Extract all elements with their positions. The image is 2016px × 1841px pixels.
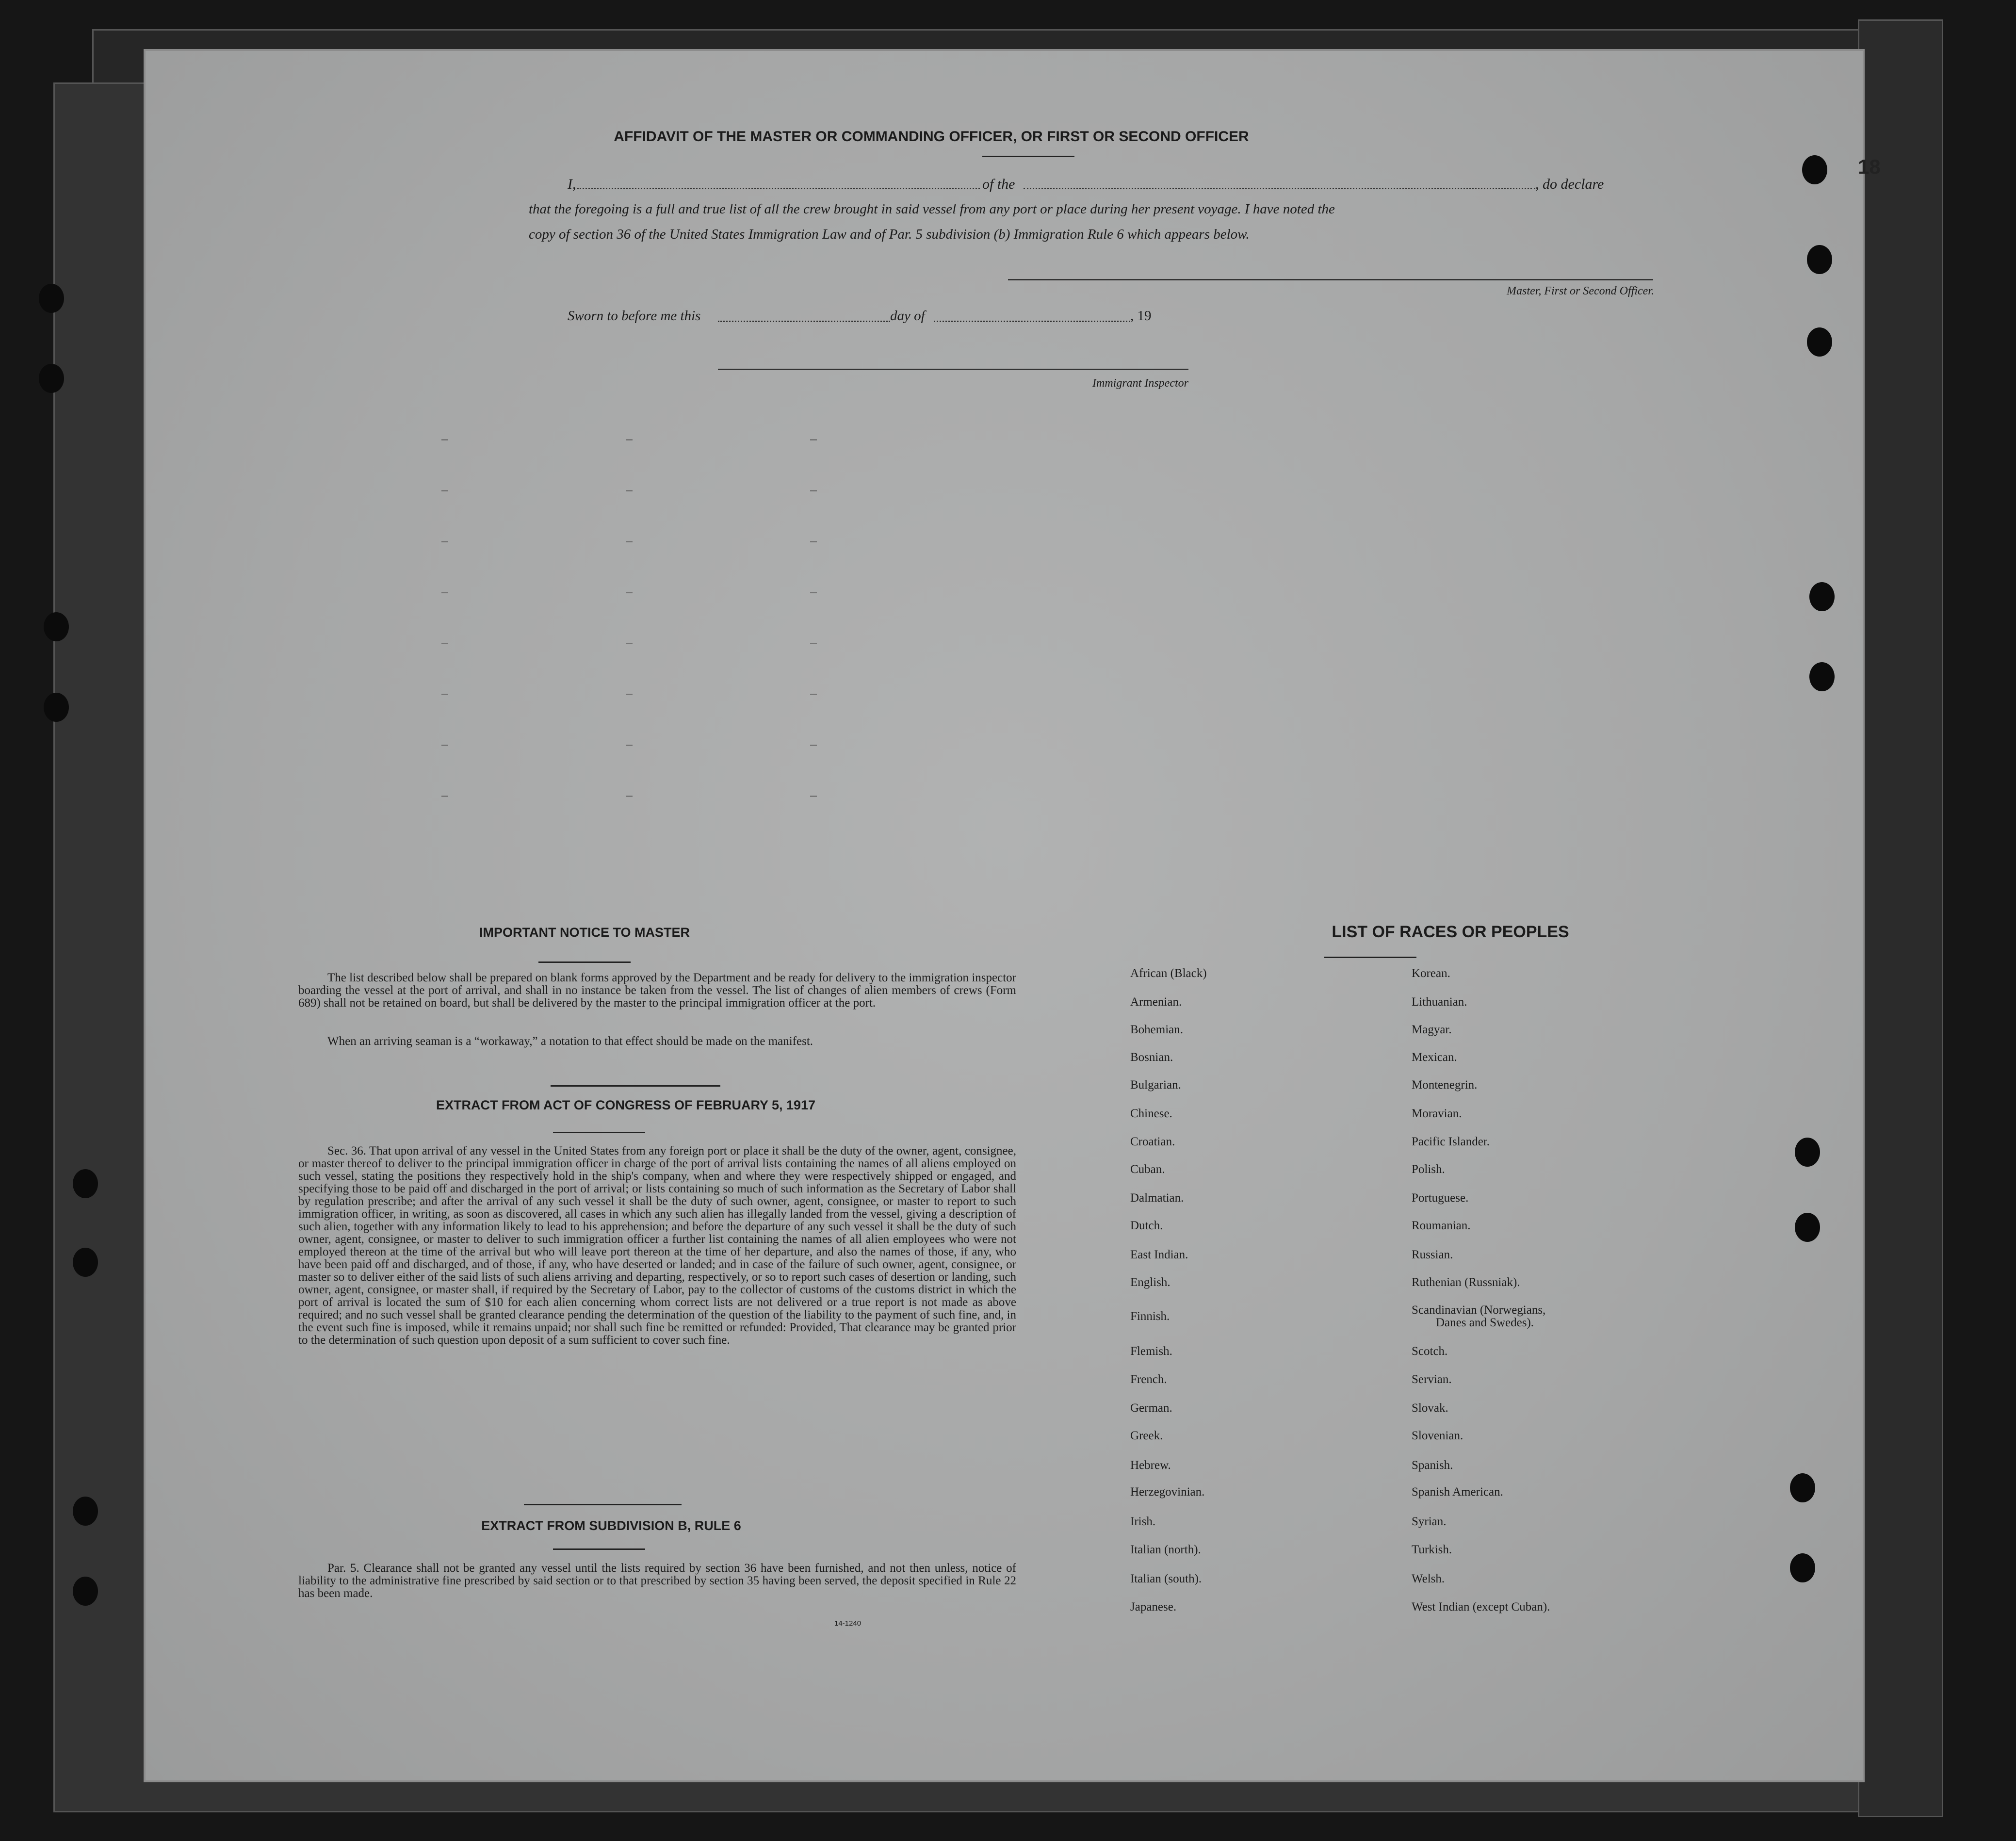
faint-dash	[441, 694, 448, 695]
faint-dash	[441, 439, 448, 440]
binder-hole	[1807, 327, 1832, 357]
faint-dash	[810, 592, 817, 593]
race-item: Korean.	[1412, 967, 1450, 980]
race-item: Lithuanian.	[1412, 995, 1467, 1009]
affidavit-line3: copy of section 36 of the United States Immigration Law and of Par. 5 subdivision (b) Immigration Rule 6 which appears below.	[529, 227, 1250, 242]
race-item: Hebrew.	[1130, 1459, 1171, 1472]
inspector-signature-line[interactable]	[718, 369, 1188, 370]
faint-dash	[810, 796, 817, 797]
faint-dash	[441, 745, 448, 746]
race-item: Magyar.	[1412, 1023, 1452, 1036]
race-item: Chinese.	[1130, 1107, 1172, 1120]
race-item: West Indian (except Cuban).	[1412, 1600, 1550, 1613]
faint-dash	[810, 490, 817, 491]
extract-act-title: EXTRACT FROM ACT OF CONGRESS OF FEBRUARY 5, 1917	[436, 1098, 816, 1112]
race-item: Dalmatian.	[1130, 1191, 1184, 1205]
race-item-continuation: Danes and Swedes).	[1436, 1316, 1534, 1329]
sworn-end: , 19	[1130, 308, 1152, 324]
race-item: Japanese.	[1130, 1600, 1177, 1613]
race-item: German.	[1130, 1401, 1172, 1415]
faint-dash	[810, 694, 817, 695]
binder-hole	[44, 612, 69, 641]
affidavit-name-field[interactable]	[577, 188, 980, 189]
affidavit-vessel-field[interactable]	[1024, 188, 1535, 189]
race-item: Welsh.	[1412, 1572, 1445, 1585]
race-item: Ruthenian (Russniak).	[1412, 1276, 1520, 1289]
race-item: Italian (north).	[1130, 1543, 1201, 1556]
binder-hole	[1809, 662, 1835, 691]
corner-mark: 18	[1858, 155, 1881, 178]
race-item: French.	[1130, 1373, 1167, 1386]
race-item: Roumanian.	[1412, 1219, 1471, 1232]
sworn-mid: day of	[890, 308, 925, 324]
race-item: Russian.	[1412, 1248, 1453, 1261]
sworn-month-field[interactable]	[934, 321, 1130, 322]
faint-dash	[441, 643, 448, 644]
extract-rule-title-rule	[553, 1548, 645, 1550]
extract-rule-title: EXTRACT FROM SUBDIVISION B, RULE 6	[481, 1518, 741, 1533]
faint-dash	[810, 439, 817, 440]
race-item: Greek.	[1130, 1429, 1163, 1442]
form-number: 14-1240	[834, 1619, 862, 1628]
race-item: Dutch.	[1130, 1219, 1163, 1232]
extract-rule-text: Par. 5. Clearance shall not be granted any vessel until the lists required by section 36 have been furnished, and not then unless, notice of liability to the administrative fine prescribed by said section or to that prescribed by section 35 having been served, the deposit specified in Rule 22 has been made.	[298, 1562, 1016, 1600]
faint-dash	[810, 541, 817, 542]
master-signature-label: Master, First or Second Officer.	[1507, 285, 1654, 297]
notice-title-rule	[538, 961, 631, 963]
race-item: Spanish.	[1412, 1459, 1453, 1472]
race-item: Montenegrin.	[1412, 1078, 1478, 1092]
binder-hole	[1802, 155, 1827, 184]
faint-dash	[626, 541, 633, 542]
race-item: Flemish.	[1130, 1345, 1172, 1358]
race-item: Finnish.	[1130, 1310, 1170, 1323]
faint-dash	[441, 490, 448, 491]
binder-hole	[1807, 245, 1832, 274]
faint-dash	[626, 694, 633, 695]
notice-para1: The list described below shall be prepared on blank forms approved by the Department and be ready for delivery to the immigration inspector boarding the vessel at the port of arrival, and shall in no instance be taken from the vessel. The list of changes of alien members of crews (Form 689) shall not be retained on board, but shall be delivered by the master to the principal immigration officer at the port.	[298, 971, 1016, 1010]
race-item: Slovak.	[1412, 1401, 1448, 1415]
binder-hole	[44, 693, 69, 722]
faint-dash	[626, 592, 633, 593]
master-signature-line[interactable]	[1008, 279, 1653, 280]
binder-hole	[1790, 1553, 1815, 1582]
race-item: Moravian.	[1412, 1107, 1462, 1120]
binder-hole	[73, 1248, 98, 1277]
faint-dash	[441, 541, 448, 542]
race-item: Bulgarian.	[1130, 1078, 1181, 1092]
race-item: Servian.	[1412, 1373, 1452, 1386]
race-item: Croatian.	[1130, 1135, 1175, 1148]
race-item: Spanish American.	[1412, 1485, 1503, 1499]
race-item: Armenian.	[1130, 995, 1182, 1009]
race-item: Syrian.	[1412, 1515, 1447, 1528]
race-item: Pacific Islander.	[1412, 1135, 1490, 1148]
race-item: Polish.	[1412, 1163, 1445, 1176]
faint-dash	[626, 490, 633, 491]
race-item: African (Black)	[1130, 967, 1207, 980]
race-item: Bosnian.	[1130, 1051, 1173, 1064]
race-item: Mexican.	[1412, 1051, 1457, 1064]
race-item: Italian (south).	[1130, 1572, 1202, 1585]
binder-hole	[73, 1577, 98, 1606]
faint-dash	[441, 796, 448, 797]
race-item: Portuguese.	[1412, 1191, 1469, 1205]
races-title: LIST OF RACES OR PEOPLES	[1332, 923, 1569, 941]
notice-para2: When an arriving seaman is a “workaway,” a notation to that effect should be made on the manifest.	[327, 1035, 813, 1048]
extract-act-text: Sec. 36. That upon arrival of any vessel in the United States from any foreign port or place it shall be the duty of the owner, agent, consignee, or master thereof to deliver to the principal immigration officer in charge of the port of arrival lists containing the names of all aliens employed on such vessel, stating the positions they respectively hold in the ship's company, when and where they were respectively shipped or engaged, and specifying those to be paid off and discharged in the port of arrival; or lists containing so much of such information as the Secretary of Labor shall by regulation prescribe; and after the arrival of any such vessel it shall be the duty of such owner, agent, consignee, or master to report to such immigration officer, in writing, as soon as discovered, all cases in which any such alien has illegally landed from the vessel, giving a description of such alien, together with any information likely to lead to his apprehension; and before the departure of any such vessel it shall be the duty of such owner, agent, consignee, or master to deliver to such immigration officer a further list containing the names of all alien employees who were not employed thereon at the time of the arrival but who will leave port thereon at the time of her departure, and also the names of those, if any, who have been paid off and discharged, and of those, if any, who have deserted or landed; and in case of the failure of such owner, agent, consignee, or master so to deliver either of the said lists of such aliens arriving and departing, respectively, or so to report such cases of desertion or landing, such owner, agent, consignee, or master shall, if required by the Secretary of Labor, pay to the collector of customs of the customs district in which the port of arrival is located the sum of $10 for each alien concerning whom correct lists are not delivered or a true report is not made as above required; and no such vessel shall be granted clearance pending the determination of the question of the liability to the payment of such fine, and, in the event such fine is imposed, while it remains unpaid; nor shall such fine be remitted or refunded: Provided, That clearance may be granted prior to the determination of such question upon deposit of a sum sufficient to cover such fine.	[298, 1144, 1016, 1347]
sworn-day-field[interactable]	[718, 321, 890, 322]
race-item: English.	[1130, 1276, 1171, 1289]
faint-dash	[810, 745, 817, 746]
sworn-start: Sworn to before me this	[568, 308, 701, 324]
races-title-rule	[1324, 957, 1416, 958]
race-item: Scotch.	[1412, 1345, 1448, 1358]
race-item: Irish.	[1130, 1515, 1156, 1528]
race-item: Cuban.	[1130, 1163, 1165, 1176]
background-sheet	[1858, 19, 1943, 1817]
inspector-label: Immigrant Inspector	[1092, 377, 1188, 390]
race-item: Bohemian.	[1130, 1023, 1184, 1036]
affidavit-title-rule	[982, 156, 1074, 157]
binder-hole	[1795, 1213, 1820, 1242]
binder-hole	[1795, 1138, 1820, 1167]
faint-dash	[626, 439, 633, 440]
notice-title: IMPORTANT NOTICE TO MASTER	[479, 925, 690, 940]
binder-hole	[1790, 1473, 1815, 1502]
affidavit-title: AFFIDAVIT OF THE MASTER OR COMMANDING OFFICER, OR FIRST OR SECOND OFFICER	[614, 129, 1249, 145]
faint-dash	[626, 643, 633, 644]
binder-hole	[73, 1169, 98, 1198]
section-divider	[524, 1504, 682, 1505]
faint-dash	[626, 745, 633, 746]
race-item: Turkish.	[1412, 1543, 1452, 1556]
faint-dash	[626, 796, 633, 797]
binder-hole	[39, 284, 64, 313]
binder-hole	[1809, 582, 1835, 611]
extract-act-title-rule	[553, 1132, 645, 1133]
race-item: East Indian.	[1130, 1248, 1188, 1261]
binder-hole	[73, 1497, 98, 1526]
form-page	[146, 51, 1881, 1780]
affidavit-line1-end: , do declare	[1535, 176, 1604, 192]
faint-dash	[441, 592, 448, 593]
section-divider	[551, 1085, 720, 1087]
affidavit-line1-mid: of the	[982, 176, 1015, 192]
affidavit-line1-start: I,	[568, 176, 576, 192]
faint-dash	[810, 643, 817, 644]
binder-hole	[39, 364, 64, 393]
race-item: Scandinavian (Norwegians,	[1412, 1303, 1546, 1317]
affidavit-line2: that the foregoing is a full and true list of all the crew brought in said vessel from any port or place during her present voyage. I have noted the	[529, 201, 1335, 217]
race-item: Slovenian.	[1412, 1429, 1463, 1442]
race-item: Herzegovinian.	[1130, 1485, 1205, 1499]
